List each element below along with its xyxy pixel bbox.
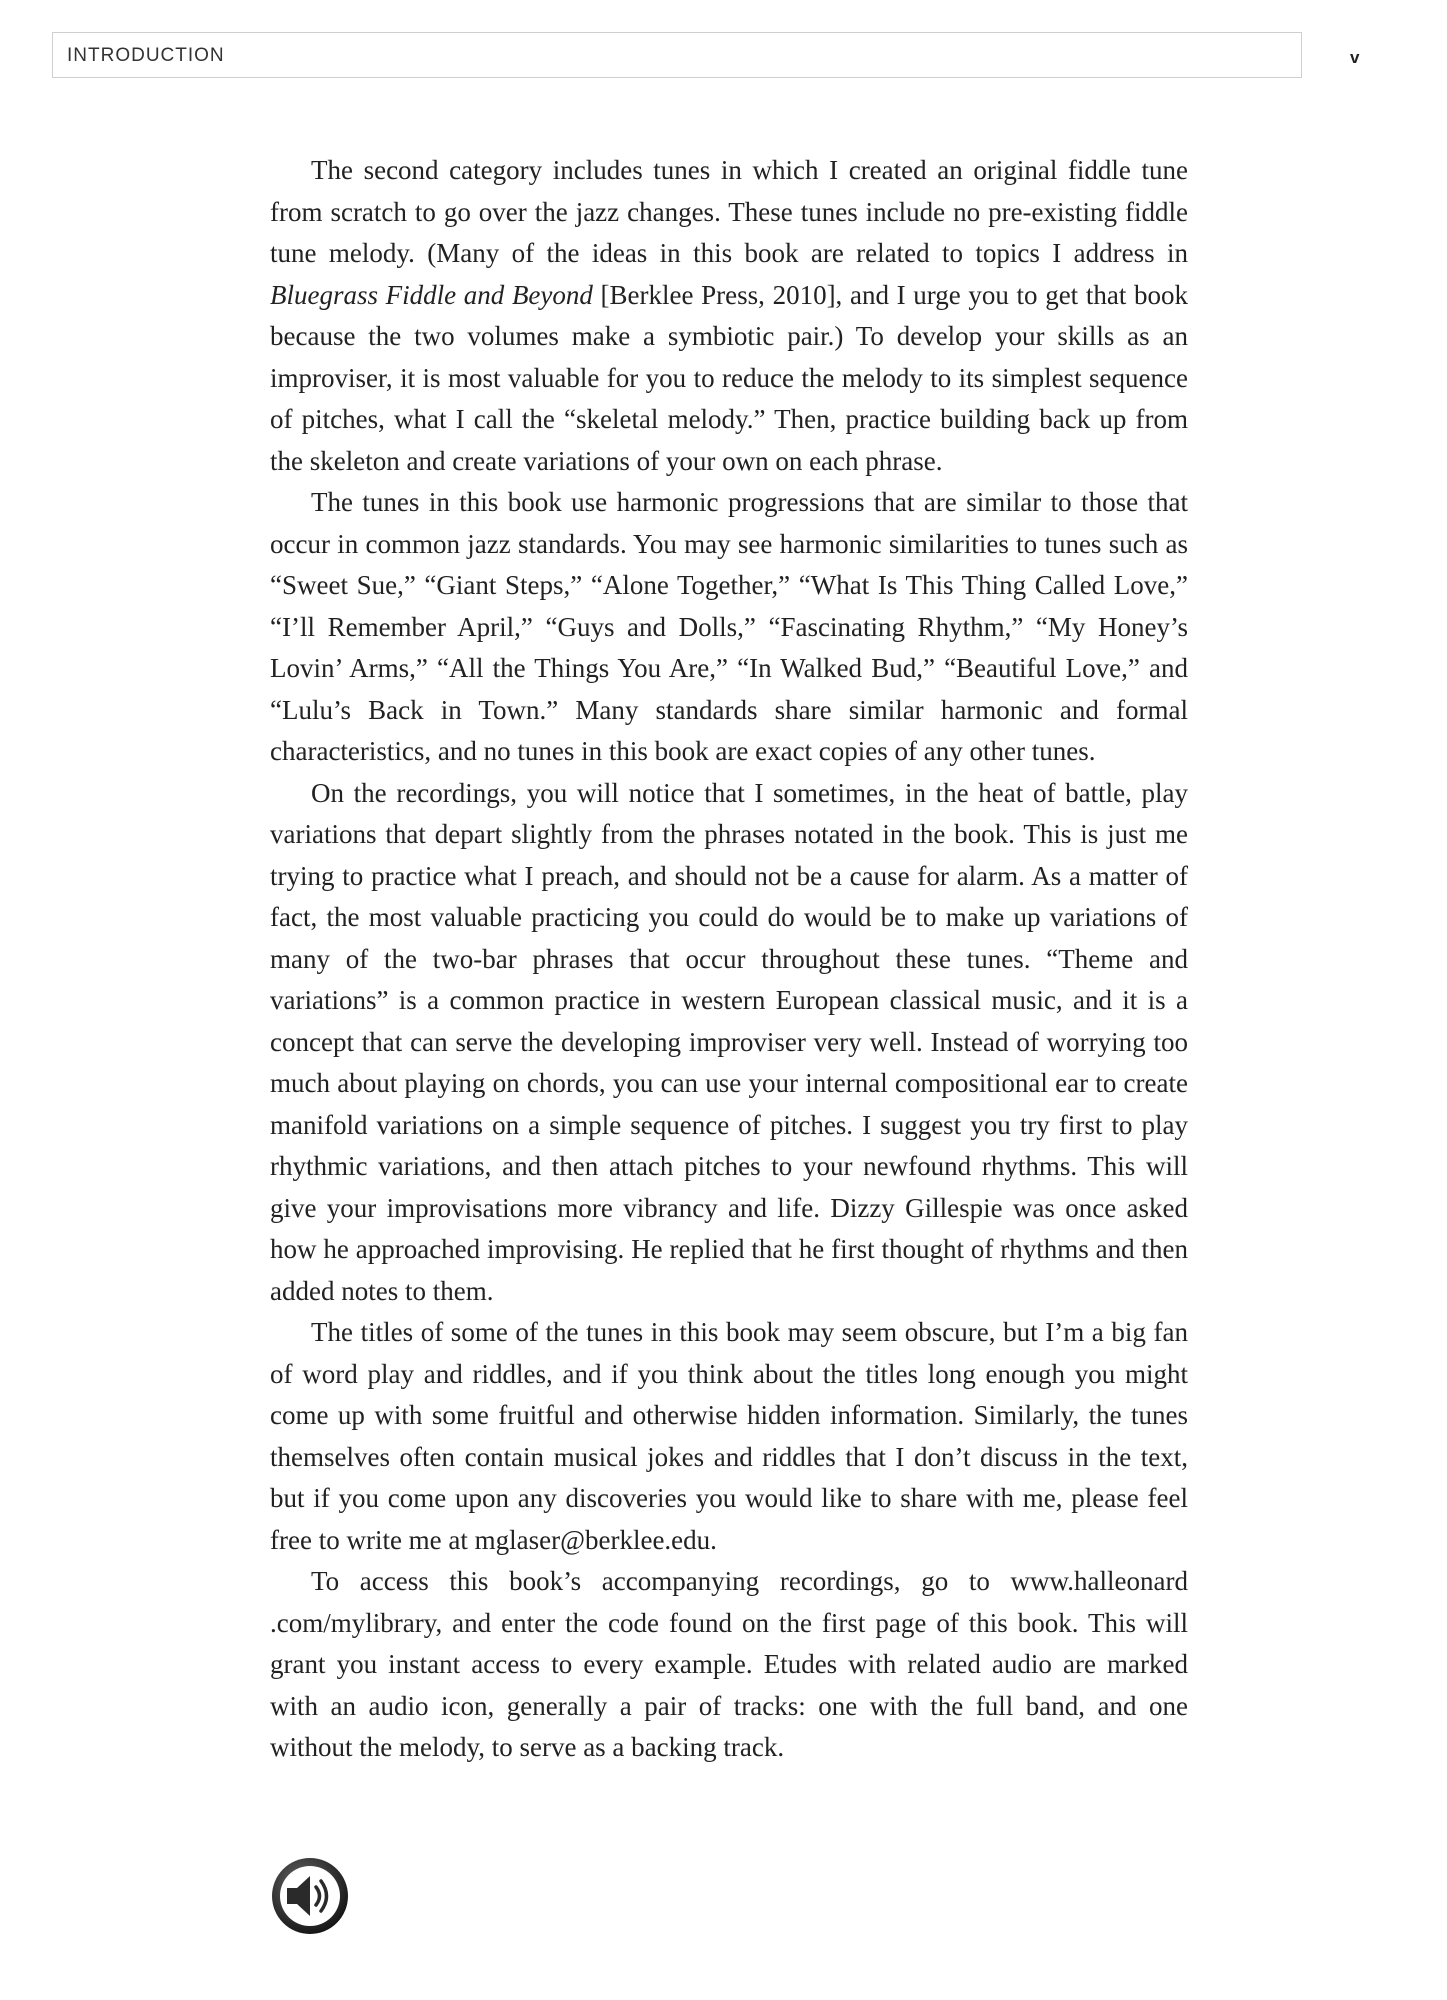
section-label: INTRODUCTION xyxy=(67,45,225,66)
paragraph-5: To access this book’s accompanying recordings, go to www.halleonard .com/mylibrary, and enter the code found on the first page of this book. This will grant you instant access to every example. Etudes with related audio are marked with an audio icon, generally a pair of tracks: one with the full band, and one without the melody, to serve as a backing track. xyxy=(270,1566,1188,1762)
paragraph-2: The tunes in this book use harmonic progressions that are similar to those that occur in common jazz standards. You may see harmonic similarities to tunes such as “Sweet Sue,” “Giant Steps,” “Alone Together,” “What Is This Thing Called Love,” “I’ll Remember April,” “Guys and Dolls,” “Fascinating Rhythm,” “My Honey’s Lovin’ Arms,” “All the Things You Are,” “In Walked Bud,” “Beautiful Love,” and “Lulu’s Back in Town.” Many standards share similar harmonic and formal characteristics, and no tunes in this book are exact copies of any other tunes. xyxy=(270,487,1188,766)
paragraph-1 xyxy=(270,150,1188,482)
section-header xyxy=(52,32,1302,78)
paragraph-1-part-2: [Berklee Press, 2010], and I urge you to get that book because the two volumes make a symbiotic pair.) To develop your skills as an improviser, it is most valuable for you to reduce the melody to its simplest sequence of pitches, what I call the “skeletal melody.” Then, practice building back up from the skeleton and create variations of your own on each phrase. xyxy=(270,279,1188,476)
page-number: v xyxy=(1350,48,1360,67)
paragraph-3: On the recordings, you will notice that I sometimes, in the heat of battle, play variations that depart slightly from the phrases notated in the book. This is just me trying to practice what I preach, and should not be a cause for alarm. As a matter of fact, the most valuable practicing you could do would be to make up variations of many of the two-bar phrases that occur throughout these tunes. “Theme and variations” is a common practice in western European classical music, and it is a concept that can serve the developing improviser very well. Instead of worrying too much about playing on chords, you can use your internal compositional ear to create manifold variations on a simple sequence of pitches. I suggest you try first to play rhythmic variations, and then attach pitches to your newfound rhythms. This will give your improvisations more vibrancy and life. Dizzy Gillespie was once asked how he approached improvising. He replied that he first thought of rhythms and then added notes to them. xyxy=(270,777,1188,1306)
speaker-icon xyxy=(270,1856,350,1936)
paragraph-1-part-1: The second category includes tunes in which I created an original fiddle tune from scratch to go over the jazz changes. These tunes include no pre-existing fiddle tune melody. (Many of the ideas in this book are related to topics I address in xyxy=(270,155,1188,268)
body-text xyxy=(270,150,1188,1769)
paragraph-4: The titles of some of the tunes in this book may seem obscure, but I’m a big fan of word play and riddles, and if you think about the titles long enough you might come up with some fruitful and otherwise hidden information. Similarly, the tunes themselves often contain musical jokes and riddles that I don’t discuss in the text, but if you come upon any discoveries you would like to share with me, please feel free to write me at mglaser@berklee.edu. xyxy=(270,1317,1188,1555)
book-title-reference: Bluegrass Fiddle and Beyond xyxy=(270,279,593,310)
